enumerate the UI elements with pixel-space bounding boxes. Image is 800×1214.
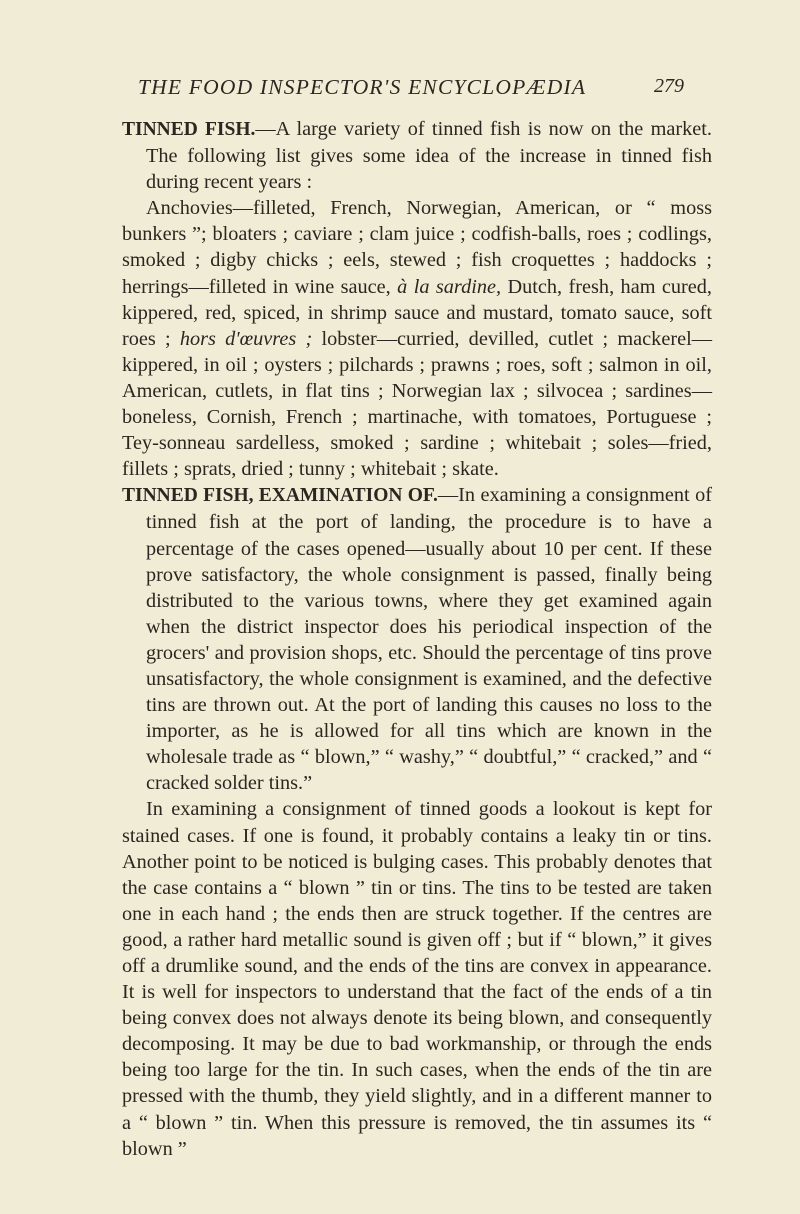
italic-phrase-a-la-sardine: à la sardine, [397, 275, 502, 298]
examination-paragraph-1: —In examining a consignment of tinned fish at the port of landing, the procedure is to have a percentage of the cases opened—usually about 10 per cent. If these prove satisfactory, the whole consignment is passed, finally being distributed to the various towns, where they get examined again when the district inspector does his periodical inspection of the grocers' and provision shops, etc. Should the percentage of tins prove unsatisfactory, the whole consignment is examined, and the defective tins are thrown out. At the port of landing this causes no loss to the importer, as he is allowed for all tins which are known in the wholesale trade as “ blown,” “ washy,” “ doubtful,” “ cracked,” and “ cracked solder tins.” [146, 484, 712, 795]
entry-headword: TINNED FISH. [122, 119, 256, 140]
entry-tinned-fish [122, 116, 712, 195]
fish-list-paragraph [122, 195, 712, 482]
fish-list-part-a: Anchovies—filleted, French, Norwegian, American, or “ moss bunkers ”; bloaters ; caviare ; clam juice ; codfish-balls, roes ; codlings, smoked ; digby chicks ; eels, stewed ; fish croquettes ; haddocks ; herrings—filleted in wine sauce, [122, 197, 712, 298]
fish-list-part-c: lobster—curried, devilled, cutlet ; mackerel—kippered, in oil ; oysters ; pilchards ; prawns ; roes, soft ; salmon in oil, American, cutlets, in flat tins ; Norwegian lax ; silvocea ; sardines—boneless, Cornish, French ; martinache, with tomatoes, Portuguese ; Tey-sonneau sardelless, smoked ; sardine ; whitebait ; soles—fried, fillets ; sprats, dried ; tunny ; whitebait ; skate. [122, 327, 712, 481]
page-body [122, 116, 712, 1162]
examination-paragraph-2: In examining a consignment of tinned goods a lookout is kept for stained cases. If one is found, it probably contains a leaky tin or tins. Another point to be noticed is bulging cases. This probably denotes that the case contains a “ blown ” tin or tins. The tins to be tested are taken one in each hand ; the ends then are struck together. If the centres are good, a rather hard metallic sound is given off ; but if “ blown,” it gives off a drumlike sound, and the ends of the tins are convex in appearance. It is well for inspectors to understand that the fact of the ends of a tin being convex does not always denote its being blown, and consequently decomposing. It may be due to bad workmanship, or through the ends being too large for the tin. In such cases, when the ends of the tin are pressed with the thumb, they yield slightly, and in a different manner to a “ blown ” tin. When this pressure is removed, the tin assumes its “ blown ” [122, 798, 712, 1160]
entry-intro: —A large variety of tinned fish is now on the market. The following list gives some idea of the increase in tinned fish during recent years : [146, 118, 712, 194]
italic-phrase-hors-doeuvres: hors d'œuvres ; [179, 327, 313, 350]
entry-tinned-fish-examination [122, 482, 712, 796]
fish-list-part-b: Dutch, fresh, ham cured, kippered, red, spiced, in shrimp sauce and mustard, tomato sauce, soft roes ; [122, 275, 712, 350]
entry-headword: TINNED FISH, EXAMINATION OF. [122, 485, 438, 507]
page-number: 279 [654, 75, 684, 97]
running-head-title: THE FOOD INSPECTOR'S ENCYCLOPÆDIA [138, 75, 587, 99]
